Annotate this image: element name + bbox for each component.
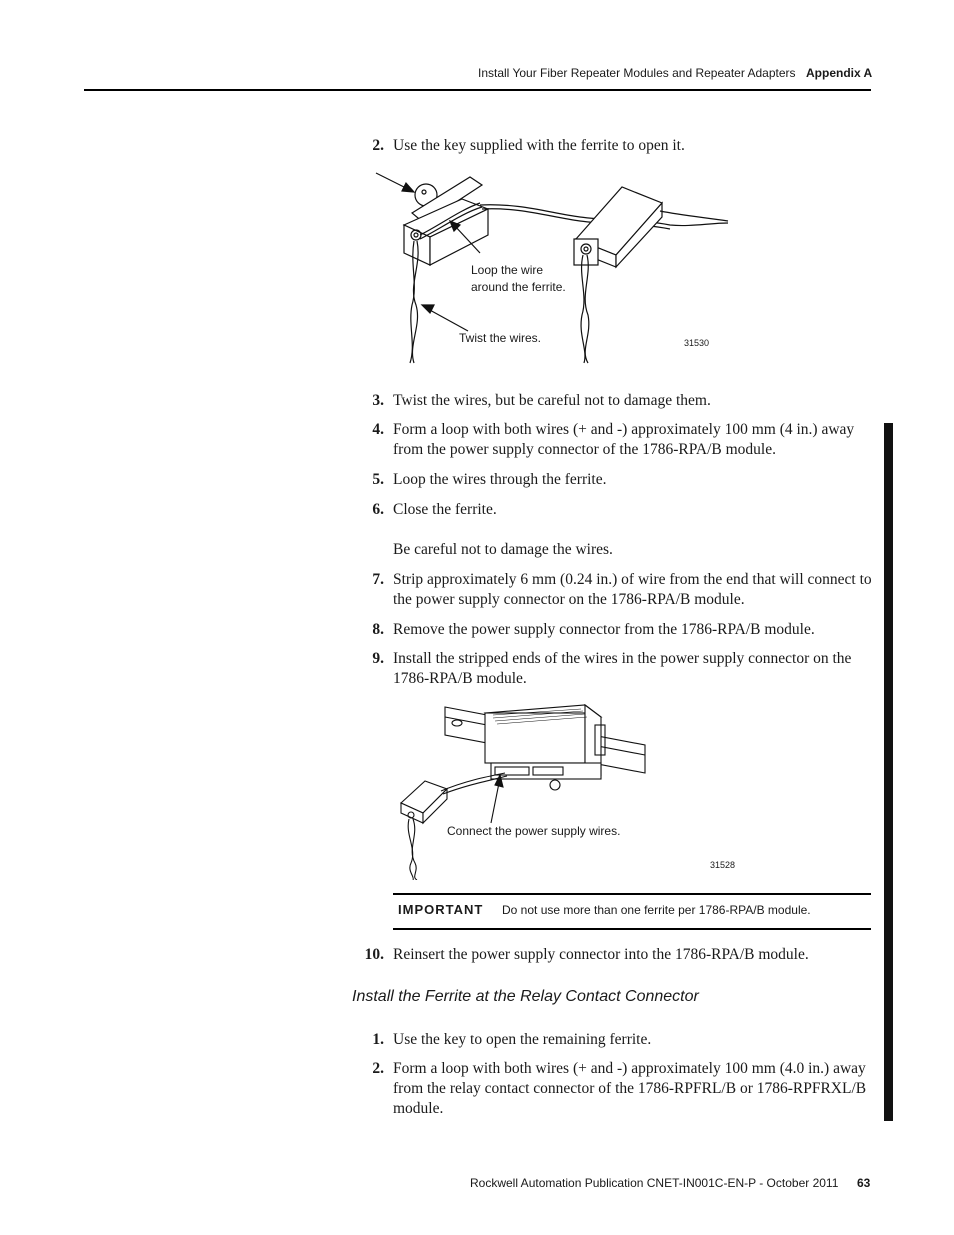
figure2-number: 31528 (710, 860, 736, 870)
header-appendix: Appendix A (806, 66, 873, 80)
step-number: 1. (372, 1031, 384, 1048)
header-title: Install Your Fiber Repeater Modules and Repeater Adapters (478, 66, 796, 80)
important-note (393, 893, 871, 930)
page-number: 63 (857, 1176, 871, 1190)
step-number: 8. (372, 621, 384, 638)
step-text: Form a loop with both wires (+ and -) approximately 100 mm (4 in.) away from the power supply connector of the 1786-RPA/B module. (393, 421, 855, 458)
step-text: Close the ferrite. (393, 501, 497, 518)
step-number: 10. (364, 946, 384, 963)
step-6-note: Be careful not to damage the wires. (393, 541, 613, 558)
step-number: 5. (372, 471, 384, 488)
important-text: Do not use more than one ferrite per 1786-RPA/B module. (502, 903, 811, 917)
step-number: 4. (372, 421, 384, 438)
step-number: 7. (372, 571, 384, 588)
step-text: Use the key to open the remaining ferrite. (393, 1031, 652, 1048)
step-text: Remove the power supply connector from the 1786-RPA/B module. (393, 621, 815, 638)
important-label: IMPORTANT (398, 902, 484, 917)
step-text: Install the stripped ends of the wires in the power supply connector on the 1786-RPA/B module. (393, 650, 852, 687)
step-text: Form a loop with both wires (+ and -) approximately 100 mm (4.0 in.) away from the relay contact connector of the 1786-RPFRL/B or 1786-RPFRXL/B module. (393, 1060, 867, 1117)
module-power-wiring-illustration (395, 695, 650, 880)
step-number: 3. (372, 392, 384, 409)
step-text: Use the key supplied with the ferrite to open it. (393, 137, 685, 154)
footer-publication: Rockwell Automation Publication CNET-IN001C-EN-P - October 2011 (470, 1176, 839, 1190)
side-tab-bar (884, 423, 893, 1121)
step-number: 6. (372, 501, 384, 518)
page-header (0, 0, 954, 100)
figure1-loop-label: Loop the wire around the ferrite. (471, 263, 566, 294)
figure1-number: 31530 (684, 338, 710, 348)
step-text: Strip approximately 6 mm (0.24 in.) of wire from the end that will connect to the power supply connector on the 1786-RPA/B module. (393, 571, 872, 608)
step-number: 9. (372, 650, 384, 667)
step-number: 2. (372, 137, 384, 154)
section-heading: Install the Ferrite at the Relay Contact Connector (352, 988, 699, 1005)
figure1-twist-label: Twist the wires. (459, 331, 542, 345)
figure2-connect-label: Connect the power supply wires. (447, 824, 621, 838)
step-text: Loop the wires through the ferrite. (393, 471, 607, 488)
step-text: Reinsert the power supply connector into the 1786-RPA/B module. (393, 946, 809, 963)
step-text: Twist the wires, but be careful not to damage them. (393, 392, 711, 409)
header-rule (84, 89, 871, 91)
step-number: 2. (372, 1060, 384, 1077)
